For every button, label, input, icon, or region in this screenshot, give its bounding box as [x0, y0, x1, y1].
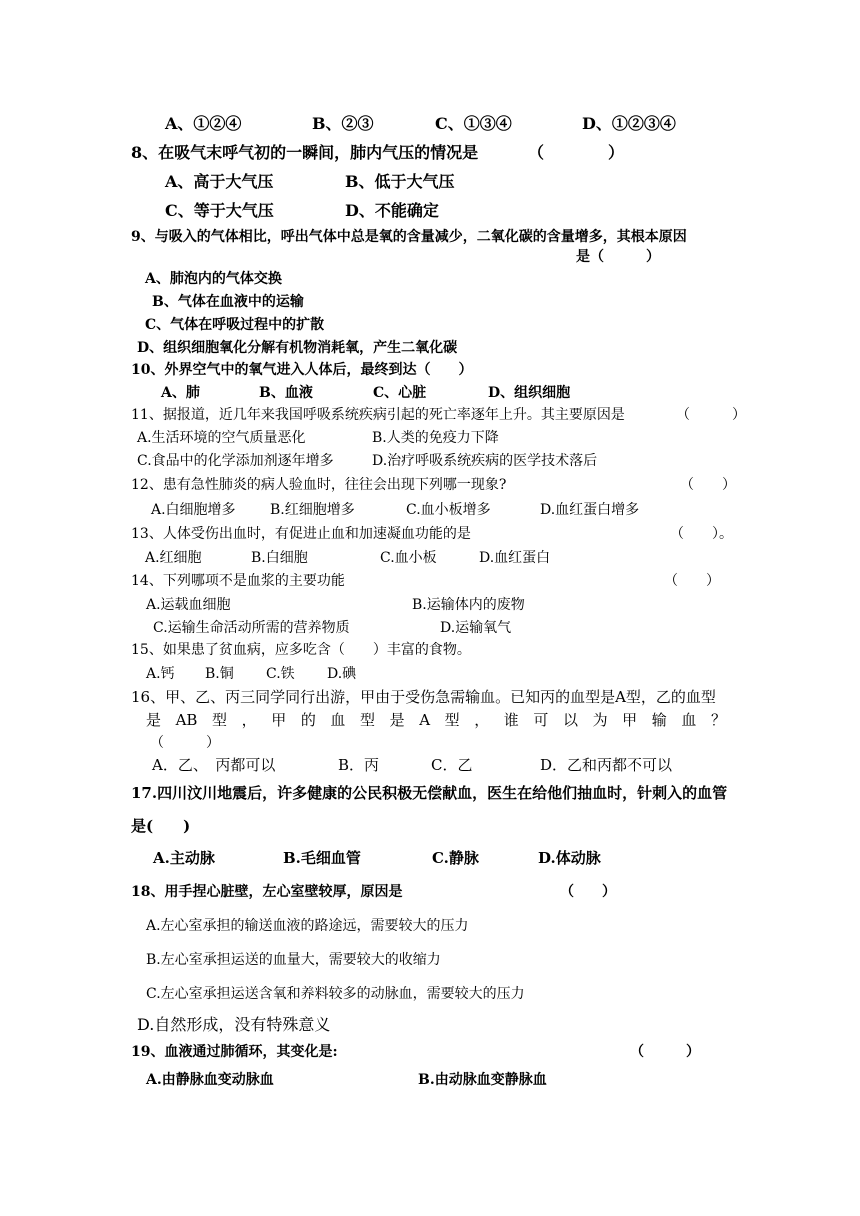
q11-option-c: C.食品中的化学添加剂逐年增多: [137, 453, 334, 469]
q16-option-a: A．乙、 丙都可以: [152, 756, 276, 774]
q10-option-d: D、组织细胞: [488, 385, 571, 401]
q8-option-a: A、高于大气压: [165, 172, 274, 191]
q14-option-c: C.运输生命活动所需的营养物质: [153, 620, 350, 636]
q18-option-a: A.左心室承担的输送血液的路途远，需要较大的压力: [146, 918, 469, 934]
q11-option-a: A.生活环境的空气质量恶化: [137, 430, 306, 446]
q16-option-b: B．丙: [338, 756, 380, 774]
q12-option-a: A.白细胞增多: [151, 502, 236, 518]
q11-option-d: D.治疗呼吸系统疾病的医学技术落后: [372, 453, 598, 469]
q19-option-b: B.由动脉血变静脉血: [418, 1072, 547, 1088]
q19-option-a: A.由静脉血变动脉血: [146, 1072, 274, 1088]
q9-option-a: A、肺泡内的气体交换: [145, 271, 282, 287]
q13-option-b: B.白细胞: [251, 550, 308, 566]
q15-option-b: B.铜: [205, 666, 234, 682]
q9-stem-continued: 是（ ）: [576, 249, 660, 265]
q18-stem: 18、用手捏心脏壁，左心室壁较厚，原因是: [131, 884, 403, 900]
q18-option-c: C.左心室承担运送含氧和养料较多的动脉血，需要较大的压力: [146, 986, 525, 1002]
q13-answer-paren: （ ）。: [670, 526, 733, 542]
q14-stem: 14、下列哪项不是血浆的主要功能: [131, 573, 345, 589]
q15-option-c: C.铁: [266, 666, 295, 682]
q17-option-d: D.体动脉: [538, 849, 601, 867]
q17-option-b: B.毛细血管: [283, 849, 361, 867]
q7-option-b: B、②③: [312, 114, 374, 133]
q9-option-c: C、气体在呼吸过程中的扩散: [145, 317, 325, 333]
q8-stem: 8、在吸气末呼气初的一瞬间，肺内气压的情况是: [131, 143, 479, 162]
q11-stem: 11、据报道，近几年来我国呼吸系统疾病引起的死亡率逐年上升。其主要原因是: [131, 407, 625, 423]
q16-stem-continued: 是 AB 型 ， 甲 的 血 型 是 A 型 ， 谁 可 以 为 甲 输 血 ？: [146, 711, 726, 729]
q9-stem: 9、与吸入的气体相比，呼出气体中总是氧的含量减少，二氧化碳的含量增多，其根本原因: [131, 229, 687, 245]
q14-option-b: B.运输体内的废物: [412, 597, 525, 613]
q10-option-b: B、血液: [259, 385, 313, 401]
q12-option-c: C.血小板增多: [406, 502, 491, 518]
q18-option-b: B.左心室承担运送的血量大，需要较大的收缩力: [146, 952, 441, 968]
q13-option-a: A.红细胞: [145, 550, 202, 566]
q13-stem: 13、人体受伤出血时，有促进止血和加速凝血功能的是: [131, 526, 471, 542]
q17-stem-continued: 是( ): [131, 817, 191, 835]
q8-option-b: B、低于大气压: [345, 172, 455, 191]
q15-option-d: D.碘: [327, 666, 357, 682]
q12-answer-paren: （ ）: [680, 477, 736, 493]
q7-option-a: A、①②④: [165, 114, 242, 133]
q17-option-c: C.静脉: [432, 849, 479, 867]
q18-answer-paren: （ ）: [560, 884, 616, 900]
q12-option-d: D.血红蛋白增多: [540, 502, 640, 518]
q16-answer-paren: （ ）: [150, 735, 220, 751]
q11-option-b: B.人类的免疫力下降: [372, 430, 499, 446]
q14-option-a: A.运载血细胞: [146, 597, 231, 613]
q8-option-c: C、等于大气压: [165, 201, 274, 220]
q7-option-d: D、①②③④: [582, 114, 676, 133]
q16-option-c: C．乙: [431, 756, 473, 774]
q9-option-b: B、气体在血液中的运输: [152, 294, 304, 310]
q10-option-c: C、心脏: [373, 385, 427, 401]
q16-stem: 16、甲、乙、丙三同学同行出游，甲由于受伤急需输血。已知丙的血型是A型，乙的血型: [131, 688, 716, 706]
q12-stem: 12、患有急性肺炎的病人验血时，往往会出现下列哪一现象?: [131, 477, 507, 493]
q17-stem: 17.四川汶川地震后，许多健康的公民积极无偿献血，医生在给他们抽血时，针刺入的血管: [131, 784, 728, 802]
q19-stem: 19、血液通过肺循环，其变化是:: [131, 1044, 338, 1060]
q12-option-b: B.红细胞增多: [270, 502, 355, 518]
q8-option-d: D、不能确定: [345, 201, 439, 220]
q13-option-d: D.血红蛋白: [479, 550, 551, 566]
q10-option-a: A、肺: [161, 385, 200, 401]
q18-option-d: D.自然形成，没有特殊意义: [137, 1015, 331, 1034]
q14-answer-paren: （ ）: [664, 573, 720, 589]
q15-option-a: A.钙: [146, 666, 175, 682]
q14-option-d: D.运输氧气: [440, 620, 512, 636]
q7-option-c: C、①③④: [435, 114, 512, 133]
q10-stem: 10、外界空气中的氧气进入人体后，最终到达（ ）: [131, 362, 473, 378]
q17-option-a: A.主动脉: [153, 849, 215, 867]
q19-answer-paren: （ ）: [630, 1044, 700, 1060]
q15-stem: 15、如果患了贫血病，应多吃含（ ）丰富的食物。: [131, 642, 471, 658]
q16-option-d: D．乙和丙都不可以: [540, 756, 673, 774]
q13-option-c: C.血小板: [380, 550, 437, 566]
q8-answer-paren: （ ）: [528, 143, 625, 162]
q9-option-d: D、组织细胞氧化分解有机物消耗氧，产生二氧化碳: [137, 340, 458, 356]
q11-answer-paren: （ ）: [676, 407, 746, 423]
